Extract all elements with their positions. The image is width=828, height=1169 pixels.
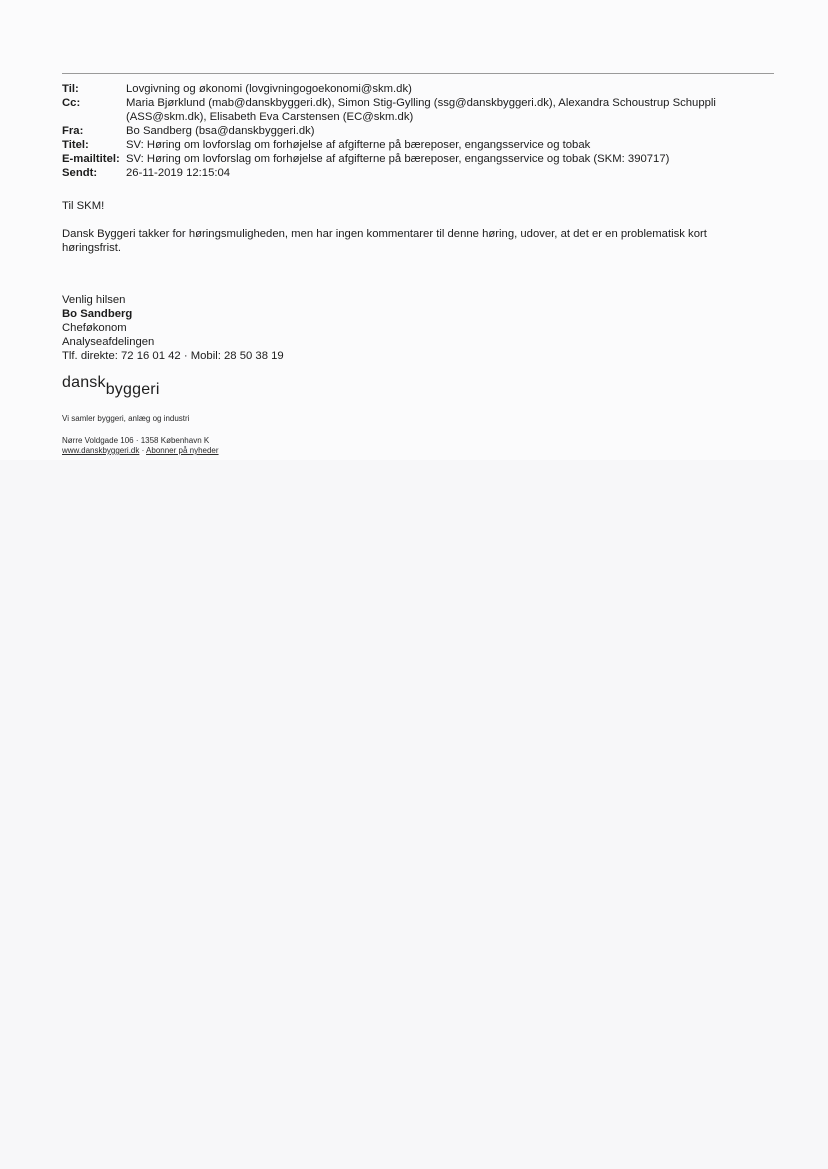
company-tagline: Vi samler byggeri, anlæg og industri xyxy=(62,414,190,423)
signature-closing: Venlig hilsen xyxy=(62,294,126,306)
header-label: Cc: xyxy=(62,97,81,109)
header-divider xyxy=(62,73,774,74)
header-row-title xyxy=(62,138,774,152)
signature-phone: Tlf. direkte: 72 16 01 42 · Mobil: 28 50 38 19 xyxy=(62,350,284,362)
header-label: E-mailtitel: xyxy=(62,153,120,165)
header-value: Bo Sandberg (bsa@danskbyggeri.dk) xyxy=(126,125,315,137)
header-row-email-title xyxy=(62,152,774,166)
header-label: Sendt: xyxy=(62,167,98,179)
company-logo xyxy=(62,374,160,398)
header-value: SV: Høring om lovforslag om forhøjelse af afgifterne på bæreposer, engangsservice og tobak (SKM: 390717) xyxy=(126,153,670,165)
header-label: Titel: xyxy=(62,139,89,151)
header-value: 26-11-2019 12:15:04 xyxy=(126,167,231,179)
greeting: Til SKM! xyxy=(62,200,105,212)
newsletter-link[interactable]: Abonner på nyheder xyxy=(146,446,219,455)
header-value: Maria Bjørklund (mab@danskbyggeri.dk), Simon Stig-Gylling (ssg@danskbyggeri.dk), Alexandra Schoustrup Schuppli (ASS@skm.dk), Elisabeth Eva Carstensen (EC@skm.dk) xyxy=(126,97,716,123)
header-value: Lovgivning og økonomi (lovgivningogoekonomi@skm.dk) xyxy=(126,83,412,95)
header-row-to xyxy=(62,82,774,96)
email-headers xyxy=(62,82,774,180)
signature-department: Analyseafdelingen xyxy=(62,336,155,348)
email-body xyxy=(62,199,762,363)
header-row-from xyxy=(62,124,774,138)
signature-name: Bo Sandberg xyxy=(62,308,133,320)
company-links xyxy=(62,446,219,456)
header-row-sent xyxy=(62,166,774,180)
header-row-cc xyxy=(62,96,774,124)
logo-word-dansk: dansk xyxy=(62,374,106,391)
signature-title: Cheføkonom xyxy=(62,322,127,334)
website-link[interactable]: www.danskbyggeri.dk xyxy=(62,446,140,455)
header-label: Til: xyxy=(62,83,79,95)
link-separator: · xyxy=(139,446,147,455)
company-address-block xyxy=(62,436,219,456)
logo-word-byggeri: byggeri xyxy=(105,381,160,398)
company-address: Nørre Voldgade 106 · 1358 København K xyxy=(62,436,210,445)
body-paragraph: Dansk Byggeri takker for høringsmuligheden, men har ingen kommentarer til denne høring, udover, at det er en problematisk kort høringsfrist. xyxy=(62,228,707,254)
header-label: Fra: xyxy=(62,125,84,137)
signature xyxy=(62,293,762,363)
header-value: SV: Høring om lovforslag om forhøjelse af afgifterne på bæreposer, engangsservice og tobak xyxy=(126,139,591,151)
